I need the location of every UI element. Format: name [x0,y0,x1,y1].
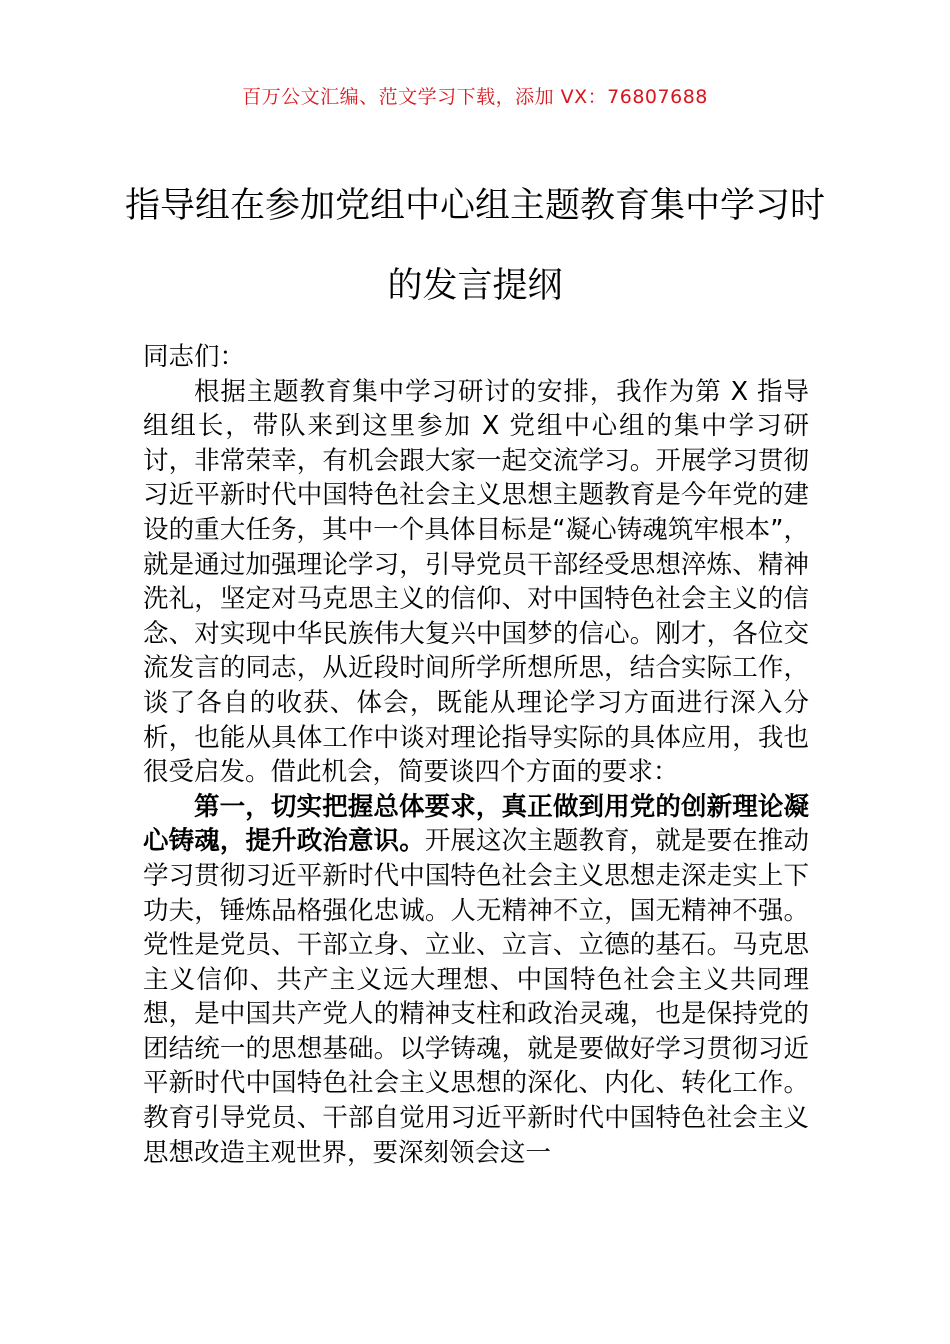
salutation: 同志们： [143,342,246,372]
paragraph-intro: 根据主题教育集中学习研讨的安排，我作为第 X 指导组组长，带队来到这里参加 X 党组中心组的集中学习研讨，非常荣幸，有机会跟大家一起交流学习。开展学习贯彻习近平新时代中国特色社会主义思想主题教育是今年党的建设的重大任务，其中一个具体目标是“凝心铸魂筑牢根本”，就是通过加强理论学习，引导党员干部经受思想淬炼、精神洗礼，坚定对马克思主义的信仰、对中国特色社会主义的信念、对实现中华民族伟大复兴中国梦的信心。刚才，各位交流发言的同志，从近段时间所学所想所思，结合实际工作，谈了各自的收获、体会，既能从理论学习方面进行深入分析，也能从具体工作中谈对理论指导实际的具体应用，我也很受启发。借此机会，简要谈四个方面的要求： [143,376,809,788]
document-title: 指导组在参加党组中心组主题教育集中学习时的发言提纲 [124,186,825,306]
promo-header: 百万公文汇编、范文学习下载，添加 VX：76807688 [242,86,708,108]
paragraph-heading: 第一，切实把握总体要求，真正做到用党的创新理论凝心铸魂，提升政治意识。 [143,791,809,857]
paragraph-content: 开展这次主题教育，就是要在推动学习贯彻习近平新时代中国特色社会主义思想走深走实上下功夫，锤炼品格强化忠诚。人无精神不立，国无精神不强。党性是党员、干部立身、立业、立言、立德的基石。马克思主义信仰、共产主义远大理想、中国特色社会主义共同理想，是中国共产党人的精神支柱和政治灵魂，也是保持党的团结统一的思想基础。以学铸魂，就是要做好学习贯彻习近平新时代中国特色社会主义思想的深化、内化、转化工作。教育引导党员、干部自觉用习近平新时代中国特色社会主义思想改造主观世界，要深刻领会这一 [143,826,809,1168]
paragraph-first-point [143,790,809,1171]
document-body [143,340,809,1170]
